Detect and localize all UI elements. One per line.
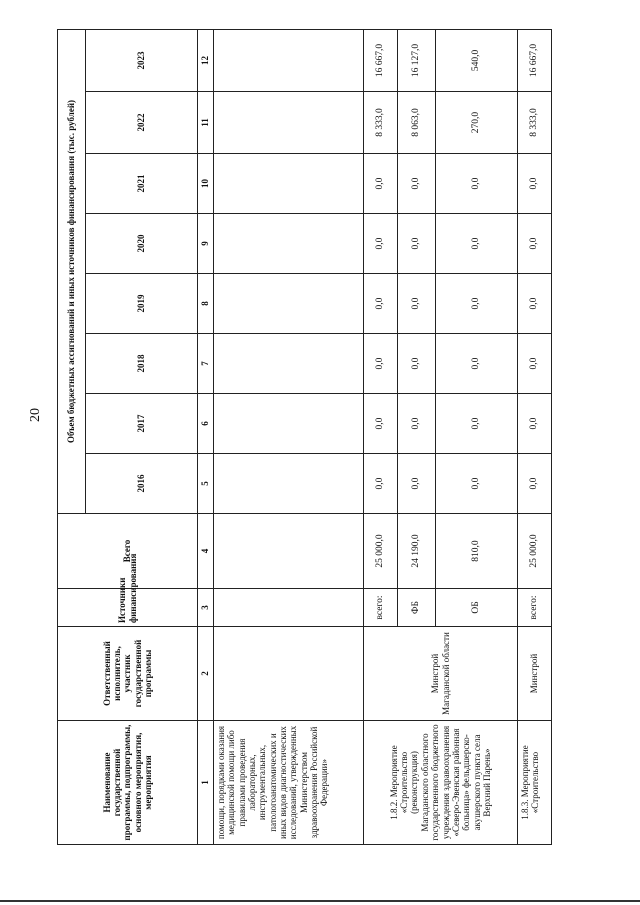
continuation-row xyxy=(214,29,364,844)
col-number: 9 xyxy=(198,214,214,274)
header-year: 2021 xyxy=(86,154,198,214)
value-cell: 0,0 xyxy=(398,154,436,214)
measure-182-total-row xyxy=(364,29,398,844)
measure-183-name: 1.8.3. Мероприятие «Строительство xyxy=(518,721,552,845)
total-cell: 24 190,0 xyxy=(398,514,436,589)
header-year: 2018 xyxy=(86,334,198,394)
value-cell: 540,0 xyxy=(436,29,518,91)
value-cell: 270,0 xyxy=(436,92,518,154)
header-funding-group: Объем бюджетных ассигнований и иных источников финансирования (тыс. рублей) xyxy=(58,29,86,513)
col-number: 12 xyxy=(198,29,214,91)
header-year: 2016 xyxy=(86,454,198,514)
value-cell: 0,0 xyxy=(518,274,552,334)
col-number: 5 xyxy=(198,454,214,514)
total-cell: 810,0 xyxy=(436,514,518,589)
value-cell: 0,0 xyxy=(518,394,552,454)
value-cell: 0,0 xyxy=(398,334,436,394)
value-cell: 0,0 xyxy=(518,454,552,514)
col-number: 2 xyxy=(198,627,214,721)
rotated-table-container xyxy=(57,30,552,845)
continuation-text: помощи, порядками оказания медицинской помощи либо правилами проведения лабораторных, инструментальных, патологоанатомических и иных видов диагностических исследований, утвержденных Министерством здравоохранения Российской Федерации» xyxy=(214,721,364,845)
header-executor: Ответственный исполнитель, участник государственной программы xyxy=(58,627,198,721)
header-row-1 xyxy=(58,29,86,844)
funding-table xyxy=(57,29,552,845)
bottom-rule xyxy=(0,900,640,902)
value-cell: 0,0 xyxy=(436,214,518,274)
source-cell: всего: xyxy=(364,589,398,627)
value-cell: 0,0 xyxy=(364,154,398,214)
value-cell: 16 667,0 xyxy=(364,29,398,91)
value-cell: 0,0 xyxy=(364,334,398,394)
value-cell: 0,0 xyxy=(398,274,436,334)
measure-183-row xyxy=(518,29,552,844)
value-cell: 16 127,0 xyxy=(398,29,436,91)
value-cell: 0,0 xyxy=(436,454,518,514)
col-number: 6 xyxy=(198,394,214,454)
header-source: Источники финансирования xyxy=(58,589,198,627)
value-cell: 0,0 xyxy=(398,214,436,274)
col-number: 10 xyxy=(198,154,214,214)
source-cell: ОБ xyxy=(436,589,518,627)
value-cell: 0,0 xyxy=(436,154,518,214)
col-number: 11 xyxy=(198,92,214,154)
measure-182-name: 1.8.2. Мероприятие «Строительство (реконструкция) Магаданского областного государственного бюджетного учреждения здравоохранения «Северо-Эвенская районная больница» фельдшерско-акушерского пункта села Верхний Парень» xyxy=(364,721,518,845)
value-cell: 0,0 xyxy=(436,334,518,394)
value-cell: 0,0 xyxy=(518,334,552,394)
header-total: Всего xyxy=(58,514,198,589)
value-cell: 16 667,0 xyxy=(518,29,552,91)
measure-182-executor: Минстрой Магаданской области xyxy=(364,627,518,721)
value-cell: 0,0 xyxy=(436,394,518,454)
value-cell: 8 333,0 xyxy=(518,92,552,154)
header-year: 2019 xyxy=(86,274,198,334)
page-number: 20 xyxy=(28,408,43,422)
measure-183-executor: Минстрой xyxy=(518,627,552,721)
header-name: Наименование государственной программы, подпрограммы, основного мероприятия, мероприятия xyxy=(58,721,198,845)
source-cell: всего: xyxy=(518,589,552,627)
header-year: 2020 xyxy=(86,214,198,274)
header-year: 2017 xyxy=(86,394,198,454)
col-number: 8 xyxy=(198,274,214,334)
value-cell: 0,0 xyxy=(518,154,552,214)
value-cell: 0,0 xyxy=(436,274,518,334)
value-cell: 8 333,0 xyxy=(364,92,398,154)
value-cell: 8 063,0 xyxy=(398,92,436,154)
value-cell: 0,0 xyxy=(364,274,398,334)
value-cell: 0,0 xyxy=(364,214,398,274)
col-number: 4 xyxy=(198,514,214,589)
col-number: 3 xyxy=(198,589,214,627)
total-cell: 25 000,0 xyxy=(364,514,398,589)
value-cell: 0,0 xyxy=(518,214,552,274)
header-year: 2022 xyxy=(86,92,198,154)
value-cell: 0,0 xyxy=(364,454,398,514)
column-number-row xyxy=(198,29,214,844)
col-number: 1 xyxy=(198,721,214,845)
header-year: 2023 xyxy=(86,29,198,91)
value-cell: 0,0 xyxy=(398,394,436,454)
total-cell: 25 000,0 xyxy=(518,514,552,589)
value-cell: 0,0 xyxy=(364,394,398,454)
value-cell: 0,0 xyxy=(398,454,436,514)
source-cell: ФБ xyxy=(398,589,436,627)
col-number: 7 xyxy=(198,334,214,394)
